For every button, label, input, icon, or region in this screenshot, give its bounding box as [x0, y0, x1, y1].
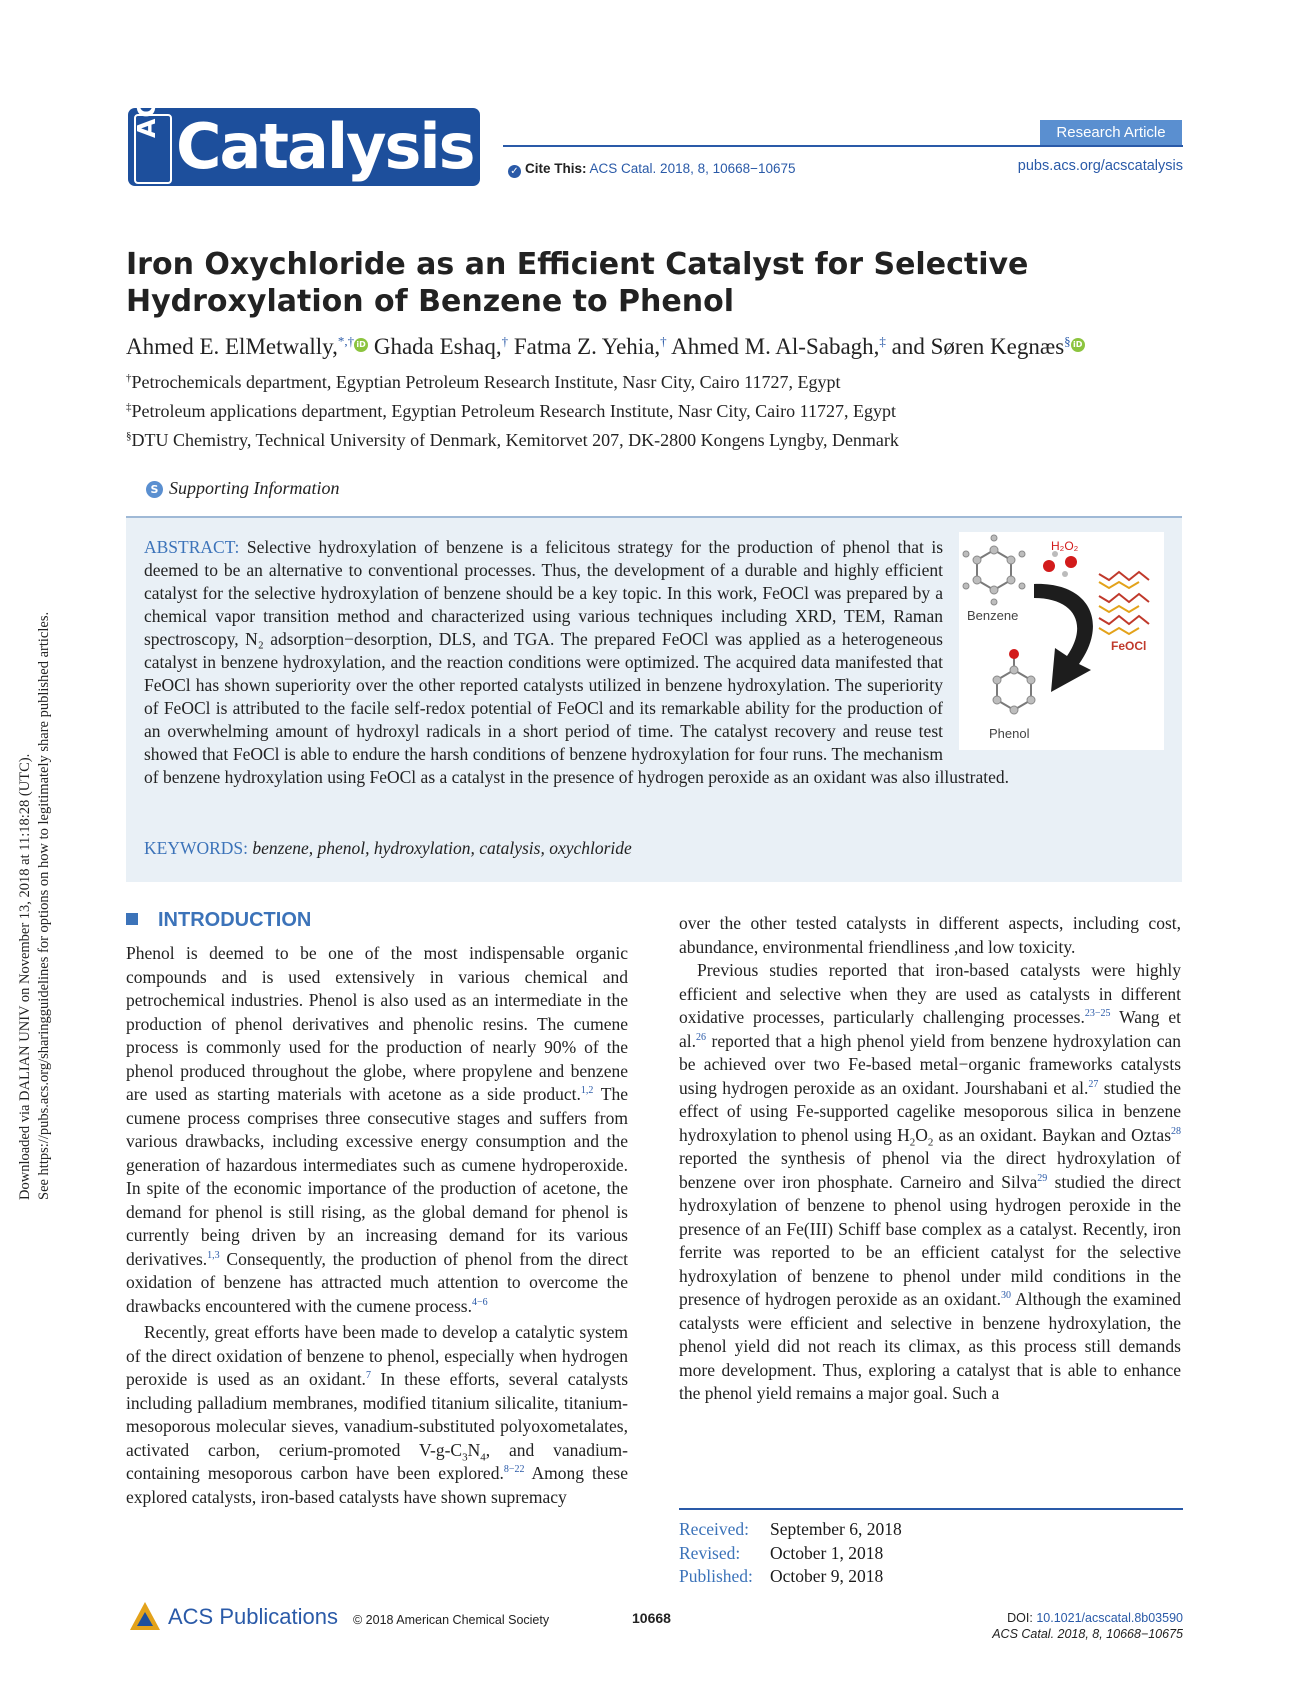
- paper-title: Iron Oxychloride as an Efficient Catalyst for Selective Hydroxylation of Benzene to Phenol: [126, 247, 1029, 319]
- author-affiliation-marks: §: [1064, 333, 1071, 348]
- intro-paragraph-1: Phenol is deemed to be one of the most indispensable organic compounds and is used extensively in various chemical and petrochemical industries. Phenol is also used as an intermediate in the production of phenol derivatives and phenolic resins. The cumene process is commonly used for the production of nearly 90% of the phenol produced throughout the globe, where propylene and benzene are used as starting materials with acetone as a side product.$^{1,2}$ The cumene process comprises three consecutive stages and suffers from various drawbacks, including excessive energy consumption and the generation of hazardous intermediates such as cumene hydroperoxide. In spite of the economic importance of the production of acetone, the demand for phenol is still rising, as the global demand for phenol is currently being driven by an increasing demand for its various derivatives.$^{1,3}$ Consequently, the production of phenol from the direct oxidation of benzene has attracted much attention to overcome the drawbacks encountered with the cumene process.$^{4-6}$: [126, 943, 628, 1316]
- left-column: [126, 907, 628, 1509]
- author-name: Fatma Z. Yehia,: [513, 333, 661, 359]
- abstract-label: ABSTRACT:: [144, 537, 240, 557]
- author-name: Ghada Eshaq,: [373, 333, 502, 359]
- author-list: [126, 333, 1085, 360]
- page-number: 10668: [632, 1610, 671, 1626]
- article-type-badge: Research Article: [1040, 120, 1182, 145]
- acs-publications-logo[interactable]: [128, 1600, 338, 1634]
- download-note-line2: See https://pubs.acs.org/sharingguidelines for options on how to legitimately share published articles.: [36, 611, 52, 1200]
- download-note: [16, 500, 54, 1200]
- abstract-text: Selective hydroxylation of benzene is a felicitous strategy for the production of phenol that is deemed to be an alternative to conventional processes. Thus, the development of a durable and highly efficient catalyst for the selective hydroxylation of benzene should be a key topic. In this work, FeOCl was prepared by a chemical vapor transition method and characterized using various techniques including XRD, TEM, Raman spectroscopy, N₂ adsorption−desorption, DLS, and TGA. The prepared FeOCl was applied as a heterogeneous catalyst in benzene hydroxylation, and the reaction conditions were optimized. The acquired data manifested that FeOCl has shown superiority over the other reported catalysts utilized in benzene hydroxylation. The superiority of FeOCl is attributed to the facile self-redox potential of FeOCl and its remarkable ability for the production of an overwhelming amount of hydroxyl radicals in a short period of time. The catalyst recovery and reuse test showed that FeOCl is able to endure the harsh conditions of benzene hydroxylation for four runs. The mechanism of benzene hydroxylation using FeOCl as a catalyst in the presence of hydrogen peroxide as an oxidant was also illustrated.: [144, 537, 1010, 787]
- copyright: © 2018 American Chemical Society: [353, 1613, 550, 1627]
- cite-reference[interactable]: ACS Catal. 2018, 8, 10668−10675: [589, 161, 796, 176]
- doi-link[interactable]: 10.1021/acscatal.8b03590: [1036, 1611, 1183, 1625]
- author[interactable]: [514, 334, 667, 359]
- journal-logo[interactable]: [128, 78, 480, 186]
- cite-line[interactable]: [508, 161, 796, 178]
- author[interactable]: [126, 334, 368, 359]
- intro-paragraph-3: over the other tested catalysts in different aspects, including cost, abundance, environmental friendliness ,and low toxicity.: [679, 913, 1181, 957]
- affiliation-3: §DTU Chemistry, Technical University of Denmark, Kemitorvet 207, DK-2800 Kongens Lyngby, Denmark: [126, 430, 899, 450]
- keywords-label: KEYWORDS:: [144, 838, 249, 858]
- supporting-information-link[interactable]: [146, 478, 340, 499]
- phenol-molecule: [997, 656, 1031, 710]
- h2o2-label: H₂O₂: [1051, 539, 1079, 553]
- author[interactable]: [892, 334, 1085, 359]
- introduction-heading: INTRODUCTION: [126, 907, 628, 933]
- date-received: Received: September 6, 2018: [679, 1519, 902, 1539]
- right-column: [679, 912, 1181, 1406]
- section-square-icon: [126, 913, 138, 925]
- doi-label: DOI:: [1007, 1611, 1033, 1625]
- journal-reference: ACS Catal. 2018, 8, 10668−10675: [992, 1627, 1183, 1641]
- author[interactable]: [671, 334, 886, 359]
- acs-mark-text: ACS: [132, 78, 161, 138]
- acs-pubs-icon: [128, 1600, 162, 1634]
- affiliation-2: ‡Petroleum applications department, Egyptian Petroleum Research Institute, Nasr City, Cairo 11727, Egypt: [126, 401, 896, 421]
- publisher-name: ACS Publications: [168, 1604, 338, 1629]
- author-name: and Søren Kegnæs: [891, 333, 1065, 359]
- checkmark-icon: ✓: [508, 165, 521, 178]
- header-rule: [503, 145, 1183, 147]
- journal-name: Catalysis: [176, 110, 474, 183]
- author-affiliation-marks: ‡: [879, 333, 886, 348]
- journal-site-link[interactable]: pubs.acs.org/acscatalysis: [1017, 158, 1183, 174]
- abstract-box: [126, 516, 1182, 882]
- h2o2-molecule: [1043, 560, 1055, 572]
- author-name: Ahmed E. ElMetwally,: [126, 333, 338, 359]
- supporting-info-icon: S: [146, 481, 163, 498]
- orcid-icon[interactable]: iD: [1071, 338, 1085, 352]
- author-affiliation-marks: †: [501, 333, 509, 348]
- phenol-label: Phenol: [989, 726, 1030, 741]
- author-affiliation-marks: †: [660, 333, 667, 348]
- orcid-icon[interactable]: iD: [354, 338, 368, 352]
- intro-paragraph-2: Recently, great efforts have been made to develop a catalytic system of the direct oxidation of benzene to phenol, especially when hydrogen peroxide is used as an oxidant.$^7$ In these efforts, several catalysts including palladium membranes, modified titanium silicalite, titanium-mesoporous molecular sieves, vanadium-substituted polyoxometalates, activated carbon, cerium-promoted $V-g-C_3N_4$, and vanadium-containing mesoporous carbon have been explored.$^{8-22}$ Among these explored catalysts, iron-based catalysts have shown supremacy: [126, 1322, 629, 1507]
- keywords: [144, 838, 632, 859]
- benzene-label: Benzene: [967, 608, 1019, 623]
- affiliation-1: †Petrochemicals department, Egyptian Petroleum Research Institute, Nasr City, Cairo 11727, Egypt: [126, 372, 841, 392]
- feocl-layers: [1099, 572, 1149, 624]
- keywords-list: benzene, phenol, hydroxylation, catalysis, oxychloride: [252, 838, 632, 858]
- cite-label: Cite This:: [525, 161, 587, 176]
- download-note-line1: Downloaded via DALIAN UNIV on November 13, 2018 at 11:18:28 (UTC).: [17, 753, 33, 1200]
- intro-paragraph-4: Previous studies reported that iron-based catalysts were highly efficient and selective when they are used as catalysts in different oxidative processes, particularly challenging processes.$^{23-25}$ Wang et al.$^{26}$ reported that a high phenol yield from benzene hydroxylation can be achieved over two Fe-based metal−organic frameworks catalysts using hydrogen peroxide as an oxidant. Jourshabani et al.$^{27}$ studied the effect of using Fe-supported cagelike mesoporous silica in benzene hydroxylation to phenol using $H_2O_2$ as an oxidant. Baykan and Oztas$^{28}$ reported the synthesis of phenol via the direct hydroxylation of benzene over iron phosphate. Carneiro and Silva$^{29}$ studied the direct hydroxylation of benzene to phenol using hydrogen peroxide in the presence of an Fe(III) Schiff base complex as a catalyst. Recently, iron ferrite was reported to be an efficient catalyst for the selective hydroxylation of benzene to phenol under mild conditions in the presence of hydrogen peroxide as an oxidant.$^{30}$ Although the examined catalysts were efficient and selective in benzene hydroxylation, the phenol yield did not reach its climax, as this process still demands more development. Thus, exploring a catalyst that is able to enhance the phenol yield remains a major goal. Such a: [679, 960, 1182, 1403]
- date-revised: Revised: October 1, 2018: [679, 1542, 884, 1563]
- feocl-label: FeOCl: [1111, 639, 1147, 653]
- benzene-molecule: [977, 550, 1011, 590]
- toc-graphic: [959, 532, 1164, 750]
- date-published: Published: October 9, 2018: [679, 1566, 884, 1586]
- reaction-arrow: [1034, 584, 1093, 692]
- author-affiliation-marks: *,†: [337, 333, 355, 348]
- author[interactable]: [374, 334, 508, 359]
- author-name: Ahmed M. Al-Sabagh,: [671, 333, 880, 359]
- toc-graphic-svg: [959, 532, 1164, 750]
- publication-dates: [679, 1508, 1183, 1589]
- supporting-info-label: Supporting Information: [169, 478, 340, 498]
- doi-block: [992, 1610, 1183, 1642]
- abstract: [144, 536, 1164, 789]
